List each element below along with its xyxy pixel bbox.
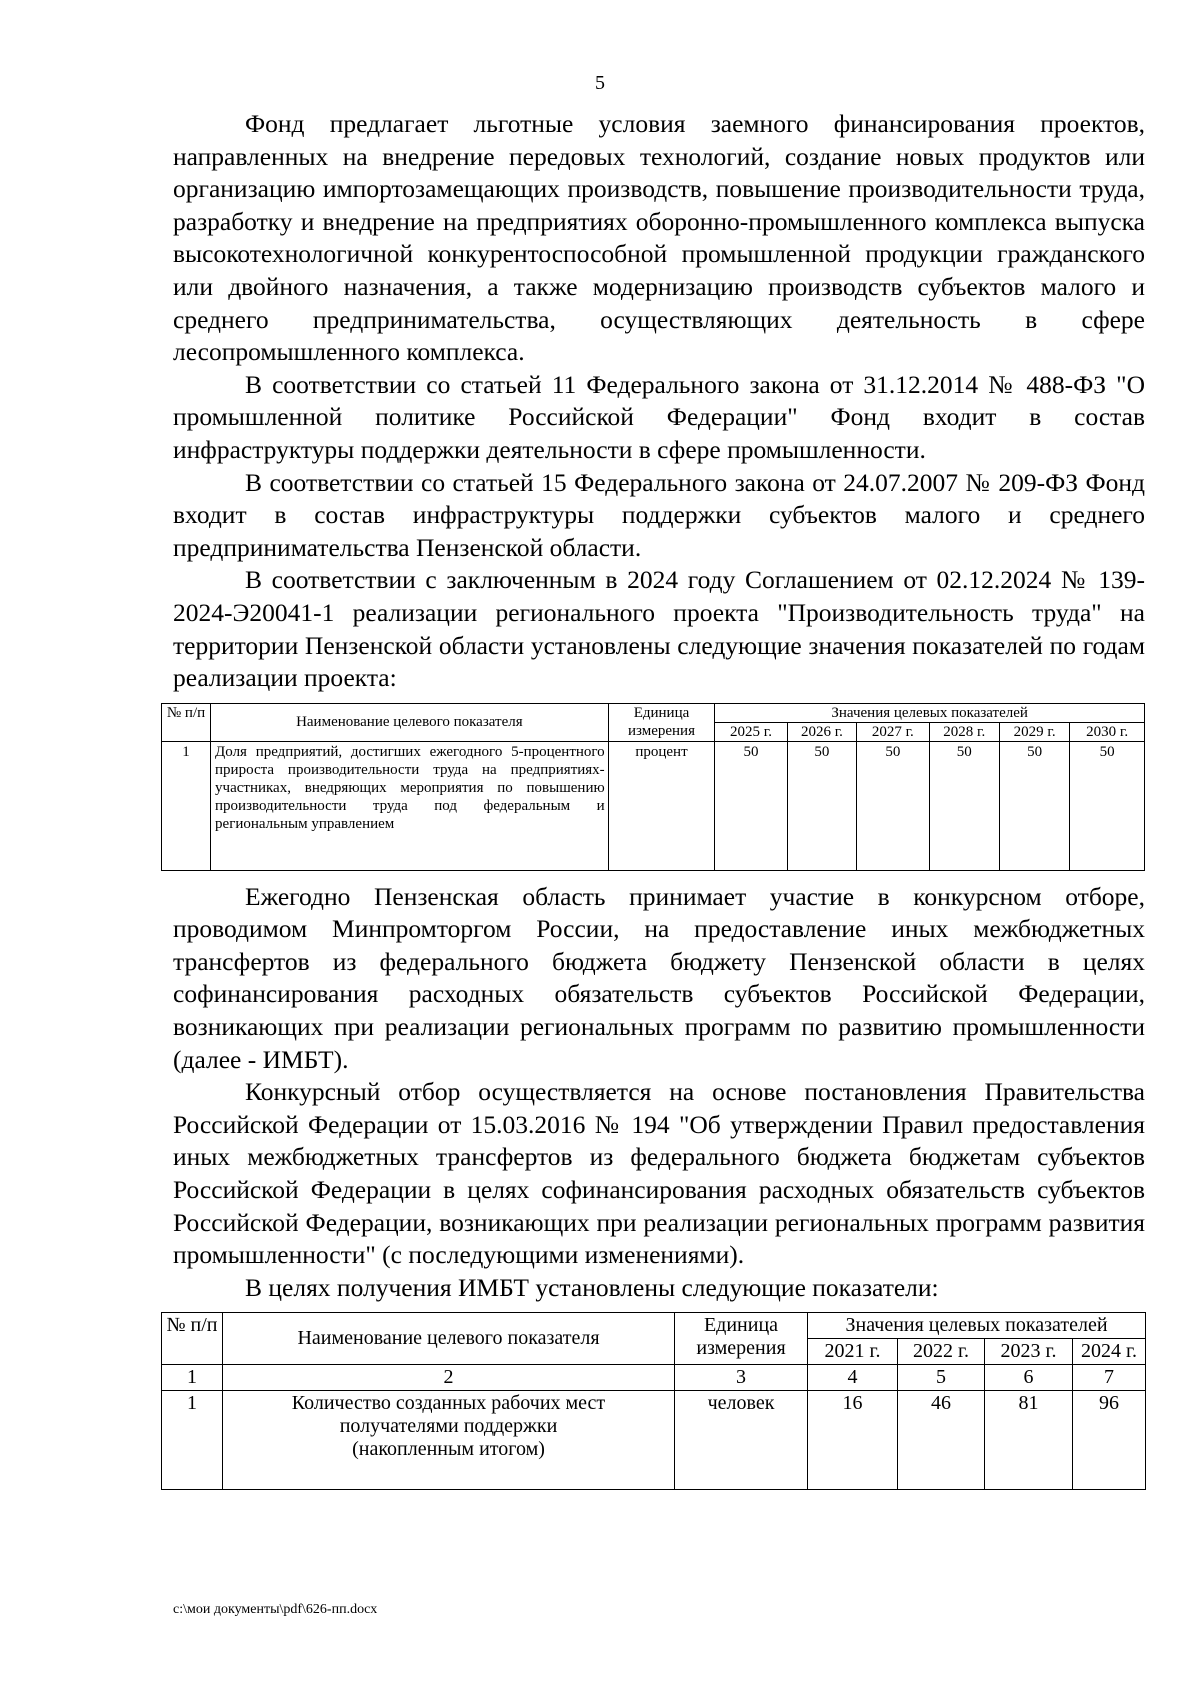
- table2-year-header: 2024 г.: [1073, 1339, 1146, 1365]
- table2-header-unit: Единица измерения: [675, 1313, 808, 1365]
- table2-row-value: 46: [898, 1391, 985, 1490]
- table1-year-header: 2025 г.: [715, 722, 787, 741]
- table2-row-name-line: Количество созданных рабочих мест: [291, 1392, 606, 1415]
- table2-index-cell: 5: [898, 1365, 985, 1391]
- paragraph-law-209: В соответствии со статьей 15 Федерального закона от 24.07.2007 № 209-ФЗ Фонд входит в состав инфраструктуры поддержки субъектов малого и среднего предпринимательства Пензенской области.: [173, 467, 1145, 562]
- table1-row-value: 50: [857, 741, 929, 870]
- table2-header-name: Наименование целевого показателя: [223, 1313, 675, 1365]
- table1-row-value: 50: [715, 741, 787, 870]
- table1-year-header: 2027 г.: [857, 722, 929, 741]
- table2-year-header: 2022 г.: [898, 1339, 985, 1365]
- table1-row-value: 50: [929, 741, 999, 870]
- paragraph-fund-conditions: Фонд предлагает льготные условия заемного финансирования проектов, направленных на внедрение передовых технологий, создание новых продуктов или организацию импортозамещающих производств, повышение производительности труда, разработку и внедрение на предприятиях оборонно-промышленного комплекса выпуска высокотехнологичной конкурентоспособной промышленной продукции гражданского или двойного назначения, а также модернизацию производств субъектов малого и среднего предпринимательства, осуществляющих деятельность в сфере лесопромышленного комплекса.: [173, 109, 1145, 367]
- table2-row-name-line: получателями поддержки: [339, 1415, 558, 1438]
- footer-file-path: c:\мои документы\pdf\626-пп.docx: [173, 1602, 378, 1617]
- table1-row-number: 1: [162, 741, 211, 870]
- table2-year-header: 2021 г.: [808, 1339, 898, 1365]
- table2-index-cell: 2: [223, 1365, 675, 1391]
- table2-row-number: 1: [162, 1391, 223, 1490]
- table2-index-cell: 3: [675, 1365, 808, 1391]
- table-row: [162, 741, 1145, 870]
- table1-header-number: № п/п: [162, 703, 211, 741]
- paragraph-agreement: В соответствии с заключенным в 2024 году Соглашением от 02.12.2024 № 139-2024-Э20041-1 реализации регионального проекта "Производительность труда" на территории Пензенской области установлены следующие значения показателей по годам реализации проекта:: [173, 565, 1145, 693]
- table1-row-name: Доля предприятий, достигших ежегодного 5-процентного прироста производительности труда на предприятиях-участниках, внедряющих мероприятия по повышению производительности труда под федеральным и региональным управлением: [211, 741, 609, 870]
- table2-index-cell: 7: [1073, 1365, 1146, 1391]
- table1-year-header: 2029 г.: [999, 722, 1069, 741]
- table2-header-values: Значения целевых показателей: [808, 1313, 1146, 1339]
- table1-row-value: 50: [1070, 741, 1145, 870]
- table2-index-cell: 4: [808, 1365, 898, 1391]
- table1-year-header: 2030 г.: [1070, 722, 1145, 741]
- table1-year-header: 2026 г.: [787, 722, 856, 741]
- document-body: [166, 108, 1145, 1490]
- table2-row-name: [223, 1391, 675, 1490]
- table1-row-value: 50: [787, 741, 856, 870]
- table-row: [162, 1391, 1146, 1490]
- table2-row-value: 96: [1073, 1391, 1146, 1490]
- table2-header-number: № п/п: [162, 1313, 223, 1365]
- table2-index-cell: 1: [162, 1365, 223, 1391]
- table1-header-values: Значения целевых показателей: [715, 703, 1145, 722]
- table2-row-unit: человек: [675, 1391, 808, 1490]
- productivity-indicators-table: [161, 703, 1145, 871]
- table1-row-unit: процент: [608, 741, 715, 870]
- table2-year-header: 2023 г.: [985, 1339, 1073, 1365]
- paragraph-imbt-intro: В целях получения ИМБТ установлены следующие показатели:: [245, 1272, 939, 1302]
- table1-row-value: 50: [999, 741, 1069, 870]
- table2-row-value: 81: [985, 1391, 1073, 1490]
- paragraph-competition: Ежегодно Пензенская область принимает участие в конкурсном отборе, проводимом Минпромторгом России, на предоставление иных межбюджетных трансфертов из федерального бюджета бюджету Пензенской области в целях софинансирования расходных обязательств субъектов Российской Федерации, возникающих при реализации региональных программ по развитию промышленности (далее - ИМБТ).: [173, 881, 1145, 1074]
- imbt-indicators-table: [161, 1312, 1146, 1490]
- table1-header-unit: Единица измерения: [608, 703, 715, 741]
- table2-index-cell: 6: [985, 1365, 1073, 1391]
- page-number: 5: [595, 72, 605, 94]
- table1-year-header: 2028 г.: [929, 722, 999, 741]
- table2-row-value: 16: [808, 1391, 898, 1490]
- table-row: [162, 1365, 1146, 1391]
- paragraph-law-488: В соответствии со статьей 11 Федерального закона от 31.12.2014 № 488-ФЗ "О промышленной политике Российской Федерации" Фонд входит в состав инфраструктуры поддержки деятельности в сфере промышленности.: [173, 369, 1145, 464]
- table2-row-name-line: (накопленным итогом): [352, 1438, 545, 1461]
- table1-header-name: Наименование целевого показателя: [211, 703, 609, 741]
- paragraph-resolution-194: Конкурсный отбор осуществляется на основе постановления Правительства Российской Федерации от 15.03.2016 № 194 "Об утверждении Правил предоставления иных межбюджетных трансфертов из федерального бюджета бюджетам субъектов Российской Федерации в целях софинансирования расходных обязательств субъектов Российской Федерации, возникающих при реализации региональных программ развития промышленности" (с последующими изменениями).: [173, 1077, 1145, 1270]
